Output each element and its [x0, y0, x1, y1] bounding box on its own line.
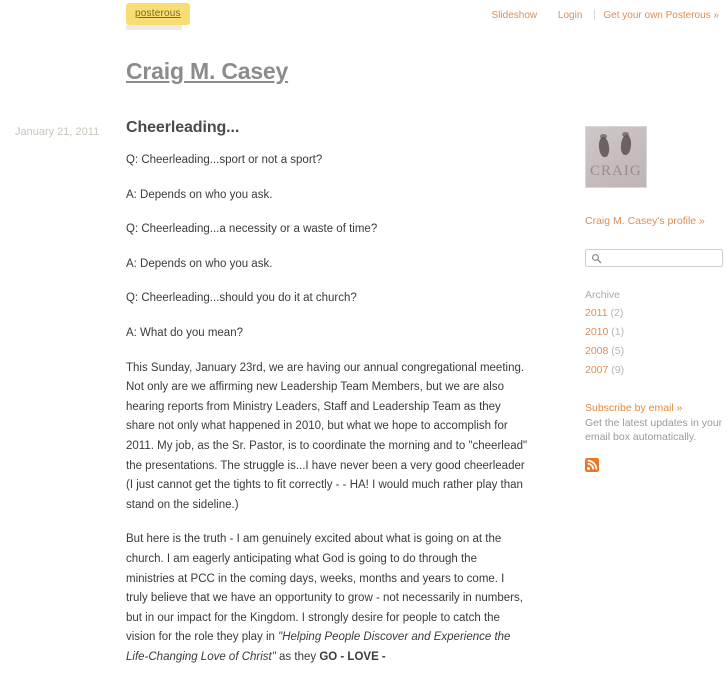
vision-statement-italic: "Helping People Discover and Experience the Life-Changing Love of Christ" [126, 631, 511, 663]
qa-line: A: What do you mean? [126, 326, 243, 339]
archive-item-2007 [585, 364, 725, 376]
qa-line: Q: Cheerleading...sport or not a sport? [126, 154, 323, 166]
posterous-logo[interactable]: posterous [126, 3, 190, 25]
archive-item-2008 [585, 345, 725, 357]
qa-line: Q: Cheerleading...should you do it at church? [126, 292, 357, 305]
archive-count: (2) [610, 307, 624, 319]
avatar[interactable] [585, 126, 647, 188]
nav-get-your-own[interactable]: Get your own Posterous » [603, 10, 719, 21]
footprint-right-icon [620, 135, 632, 156]
subscribe-by-email-link[interactable]: Subscribe by email » [585, 402, 683, 414]
archive-year-link[interactable]: 2008 [585, 345, 609, 357]
archive-item-2010 [585, 326, 725, 338]
search-box[interactable] [585, 249, 723, 267]
archive-heading: Archive [585, 289, 621, 301]
footprint-left-icon [598, 137, 610, 158]
subscribe-section [585, 402, 725, 475]
paragraph-2-text-mid: as they [275, 650, 320, 663]
logo-shadow [126, 25, 182, 30]
top-bar [0, 0, 727, 30]
blog-title[interactable]: Craig M. Casey [126, 58, 289, 84]
avatar-etched-text: CRAIG [590, 163, 642, 179]
archive-year-link[interactable]: 2011 [585, 307, 608, 319]
qa-line: A: Depends on who you ask. [126, 188, 273, 201]
archive-year-link[interactable]: 2007 [585, 364, 609, 376]
search-input[interactable] [602, 253, 722, 264]
archive-count: (5) [611, 345, 625, 357]
archive-count: (1) [611, 326, 625, 338]
archive-item-2011 [585, 307, 725, 319]
archive-list [585, 307, 725, 376]
post-paragraph-1: This Sunday, January 23rd, we are having our annual congregational meeting. Not only are we affirming new Leadership Team Members, but we are also hearing reports from Ministry Leaders, Staff and Leadership Team as they share not only what happened in 2010, but what we hope to accomplish for 2011. My job, as the Sr. Pastor, is to coordinate the morning and to "cheerlead" the presentations. The struggle is...I have never been a very good cheerleader (I just cannot get the tights to fit correctly - - HA! I would much rather play than stand on the sideline.) [126, 361, 528, 511]
qa-line: A: Depends on who you ask. [126, 257, 273, 270]
post-paragraph-2 [126, 530, 528, 667]
subscribe-description: Get the latest updates in your email box automatically. [585, 417, 723, 443]
rss-feed-icon[interactable] [585, 458, 599, 472]
profile-link[interactable]: Craig M. Casey's profile » [585, 215, 705, 227]
archive-year-link[interactable]: 2010 [585, 326, 609, 338]
paragraph-2-text-start: But here is the truth - I am genuinely excited about what is going on at the church. I am eagerly anticipating what God is going to do through the ministries at PCC in the coming days, weeks, months and years to come. I truly believe that we have an opportunity to grow - not necessarily in numbers, but in our impact for the Kingdom. I strongly desire for people to catch the vision for the role they play in [126, 533, 523, 644]
nav-divider [594, 9, 595, 20]
nav-login[interactable]: Login [557, 10, 583, 21]
sidebar [585, 126, 725, 475]
qa-line: Q: Cheerleading...a necessity or a waste of time? [126, 223, 378, 236]
archive-count: (9) [611, 364, 625, 376]
post-article [126, 119, 528, 682]
post-title: Cheerleading... [126, 119, 240, 136]
top-navigation [474, 9, 719, 21]
go-love-bold: GO - LOVE - [319, 650, 386, 663]
search-icon [591, 253, 602, 264]
nav-slideshow[interactable]: Slideshow [491, 10, 538, 21]
post-date: January 21, 2011 [15, 126, 100, 138]
